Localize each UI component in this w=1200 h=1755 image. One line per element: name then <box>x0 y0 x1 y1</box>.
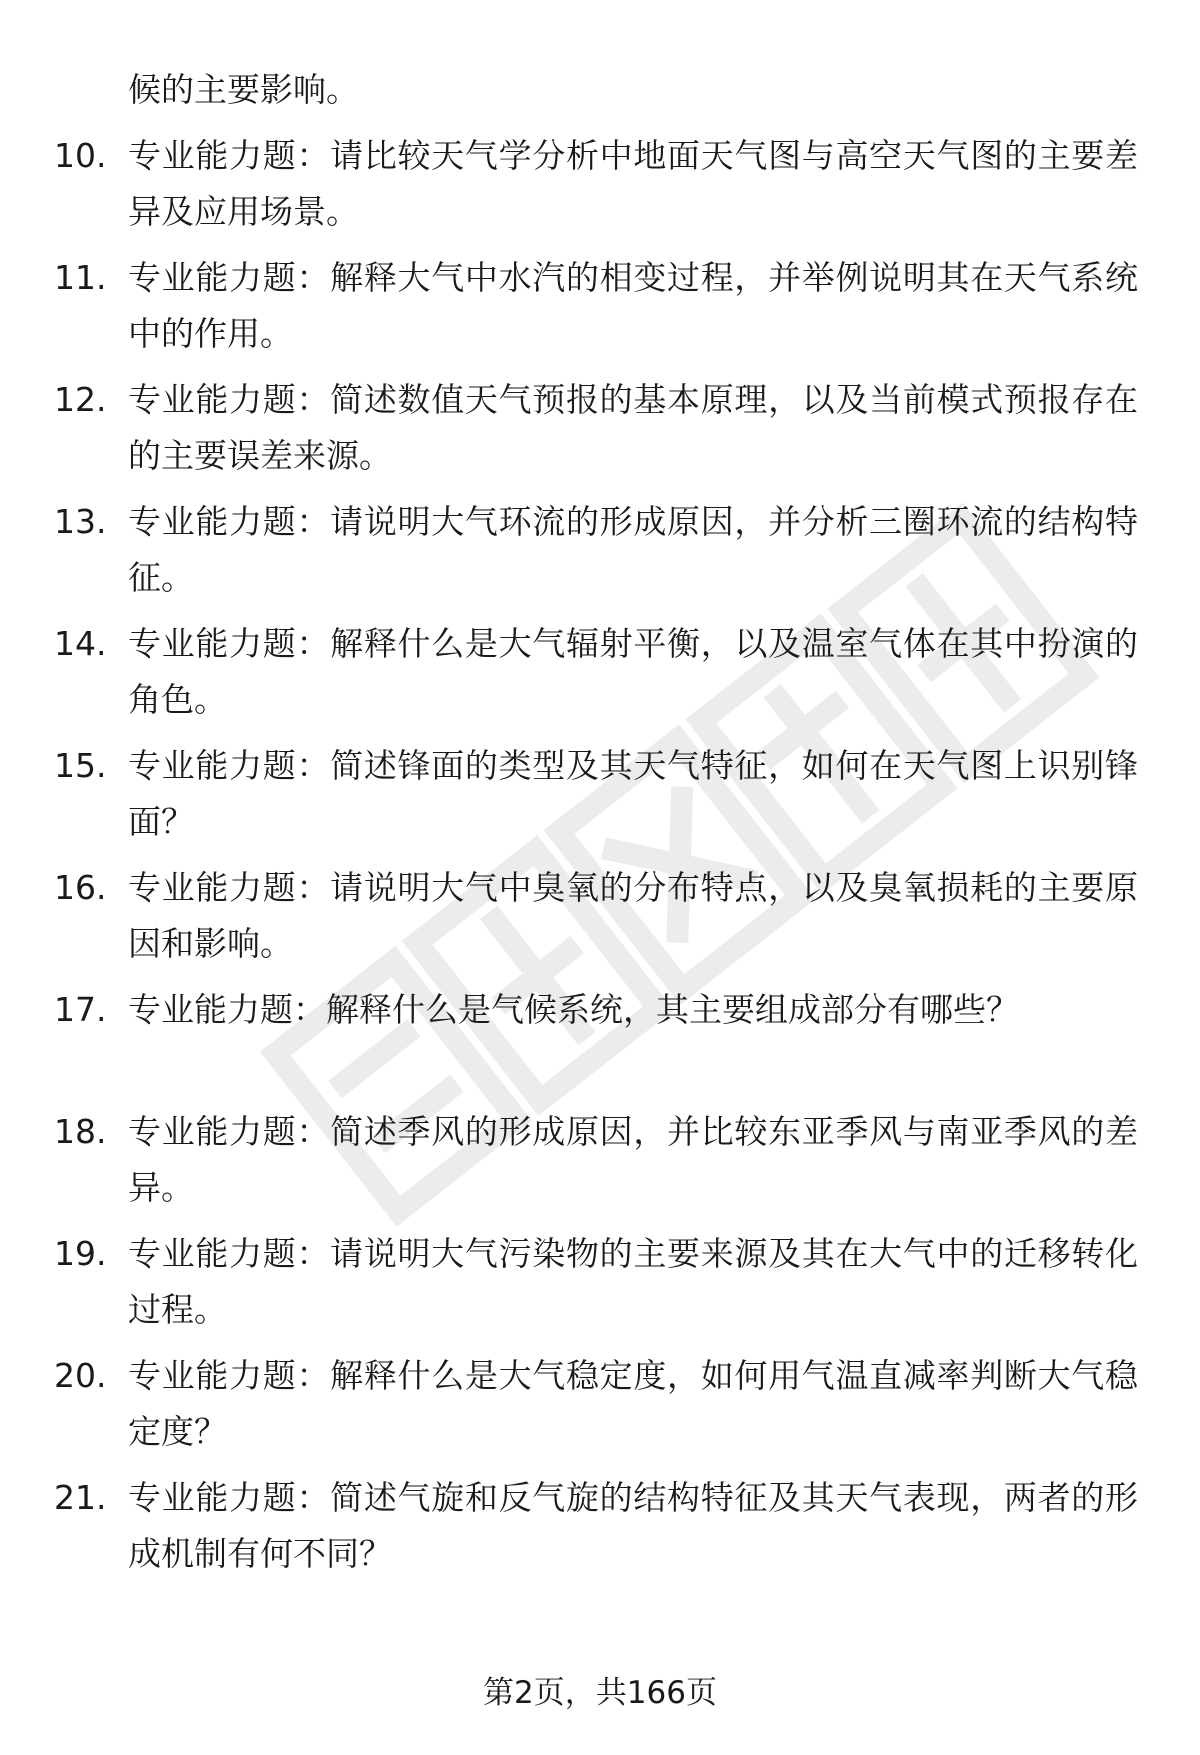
page-footer: 第2页，共166页 <box>483 1675 717 1711</box>
question-text: 专业能力题：解释什么是大气稳定度，如何用气温直减率判断大气稳定度？ <box>128 1356 1138 1451</box>
continued-question-text: 候的主要影响。 <box>128 70 359 109</box>
question-item <box>0 616 1200 728</box>
question-item <box>0 1226 1200 1338</box>
question-text: 专业能力题：请说明大气中臭氧的分布特点，以及臭氧损耗的主要原因和影响。 <box>128 868 1138 963</box>
question-number: 11. <box>54 258 107 297</box>
question-item <box>0 128 1200 240</box>
question-number: 15. <box>54 746 107 785</box>
question-text: 专业能力题：请说明大气污染物的主要来源及其在大气中的迁移转化过程。 <box>128 1234 1138 1329</box>
question-item <box>0 1348 1200 1460</box>
question-item <box>0 1104 1200 1216</box>
question-text: 专业能力题：简述季风的形成原因，并比较东亚季风与南亚季风的差异。 <box>128 1112 1138 1207</box>
question-text: 专业能力题：解释大气中水汽的相变过程，并举例说明其在天气系统中的作用。 <box>128 258 1138 353</box>
question-number: 13. <box>54 502 107 541</box>
question-text: 专业能力题：解释什么是大气辐射平衡，以及温室气体在其中扮演的角色。 <box>128 624 1138 719</box>
question-number: 10. <box>54 136 107 175</box>
question-item <box>0 250 1200 362</box>
question-text: 专业能力题：简述锋面的类型及其天气特征，如何在天气图上识别锋面？ <box>128 746 1138 841</box>
question-number: 20. <box>54 1356 107 1395</box>
question-item <box>0 860 1200 972</box>
question-item <box>0 1470 1200 1582</box>
question-item <box>0 494 1200 606</box>
question-text: 专业能力题：请说明大气环流的形成原因，并分析三圈环流的结构特征。 <box>128 502 1138 597</box>
question-number: 14. <box>54 624 107 663</box>
question-item <box>0 738 1200 850</box>
question-number: 18. <box>54 1112 107 1151</box>
question-number: 17. <box>54 990 107 1029</box>
question-number: 19. <box>54 1234 107 1273</box>
question-text: 专业能力题：简述气旋和反气旋的结构特征及其天气表现，两者的形成机制有何不同？ <box>128 1478 1138 1573</box>
question-number: 21. <box>54 1478 107 1517</box>
question-number: 12. <box>54 380 107 419</box>
question-number: 16. <box>54 868 107 907</box>
question-text: 专业能力题：简述数值天气预报的基本原理，以及当前模式预报存在的主要误差来源。 <box>128 380 1138 475</box>
question-item <box>0 372 1200 484</box>
question-item <box>0 982 1200 1094</box>
question-text: 专业能力题：请比较天气学分析中地面天气图与高空天气图的主要差异及应用场景。 <box>128 136 1138 231</box>
question-text: 专业能力题：解释什么是气候系统，其主要组成部分有哪些？ <box>128 990 1019 1029</box>
